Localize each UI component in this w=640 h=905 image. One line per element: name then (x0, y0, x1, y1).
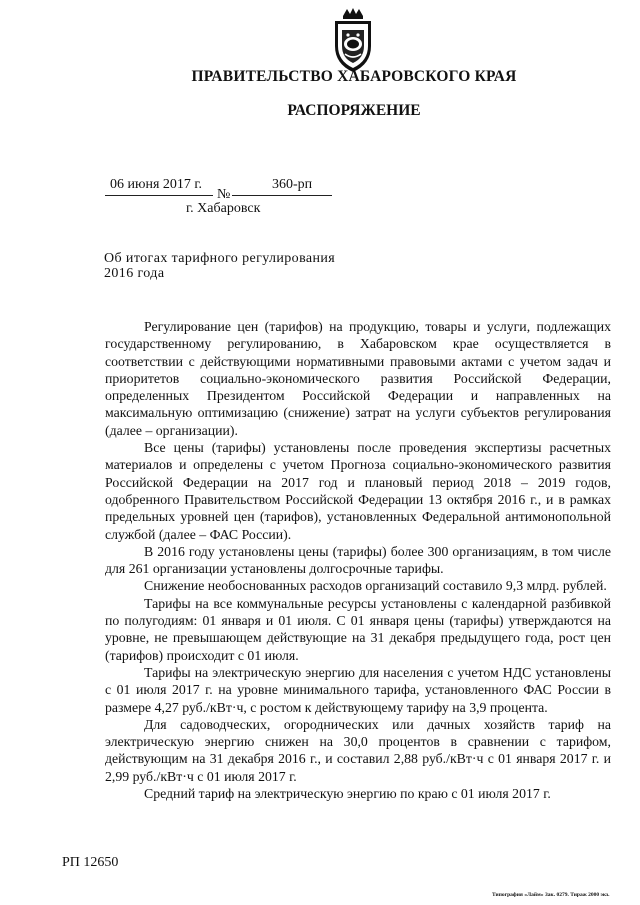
print-info: Типография «Лайм» Зак. 0279. Тираж 2000 экз. (492, 892, 610, 898)
body-paragraph: Тарифы на электрическую энергию для населения с учетом НДС установлены с 01 июля 2017 г. на уровне минимального тарифа, установленного ФАС России в размере 4,27 руб./кВт·ч, с ростом к действующему тарифу на 3,9 процента. (105, 664, 611, 715)
body-paragraph: Все цены (тарифы) установлены после проведения экспертизы расчетных материалов и определены с учетом Прогноза социально-экономического развития Российской Федерации на 2017 год и плановый период 2018 – 2019 годов, одобренного Правительством Российской Федерации 13 октября 2016 г., и в рамках предельных уровней цен (тарифов), установленных Федеральной антимонопольной службой (далее – ФАС России). (105, 440, 611, 542)
number-underline (232, 195, 332, 196)
body-paragraph: Средний тариф на электрическую энергию по краю с 01 июля 2017 г. (144, 786, 551, 802)
body-paragraph: Снижение необоснованных расходов организаций составило 9,3 млрд. рублей. (144, 578, 607, 594)
number-sign: № (217, 187, 231, 202)
document-type: РАСПОРЯЖЕНИЕ (287, 102, 421, 119)
document-body (105, 318, 611, 802)
document-code: РП 12650 (62, 855, 119, 870)
date-underline (105, 195, 213, 196)
government-title: ПРАВИТЕЛЬСТВО ХАБАРОВСКОГО КРАЯ (191, 68, 517, 85)
document-date: 06 июня 2017 г. (110, 177, 203, 192)
body-paragraph: В 2016 году установлены цены (тарифы) более 300 организациям, в том числе для 261 организации установлены долгосрочные тарифы. (105, 543, 611, 577)
body-paragraph: Тарифы на все коммунальные ресурсы установлены с календарной разбивкой по полугодиям: 01 января и 01 июля. С 01 января цены (тарифы) утверждаются на уровне, не превышающем действующие на 31 декабря предыдущего года, рост цен (тарифов) происходит с 01 июля. (105, 595, 611, 663)
document-subject: Об итогах тарифного регулирования 2016 года (104, 251, 336, 281)
body-paragraph: Регулирование цен (тарифов) на продукцию, товары и услуги, подлежащих государственному регулированию, в Хабаровском крае осуществляется в соответствии с действующими нормативными правовыми актами с учетом задач и приоритетов социально-экономического развития Российской Федерации, определенных Президентом Российской Федерации и направленных на максимальную оптимизацию (снижение) затрат на услуги субъектов регулирования (далее – организации). (105, 319, 611, 438)
document-city: г. Хабаровск (186, 201, 261, 216)
document-number: 360-рп (272, 177, 313, 192)
body-paragraph: Для садоводческих, огороднических или дачных хозяйств тариф на электрическую энергию снижен на 30,0 процентов в сравнении с тарифом, действующим на 31 декабря 2016 г., и составил 2,88 руб./кВт·ч с 01 января 2017 г. и 2,99 руб./кВт·ч с 01 июля 2017 г. (105, 716, 611, 784)
